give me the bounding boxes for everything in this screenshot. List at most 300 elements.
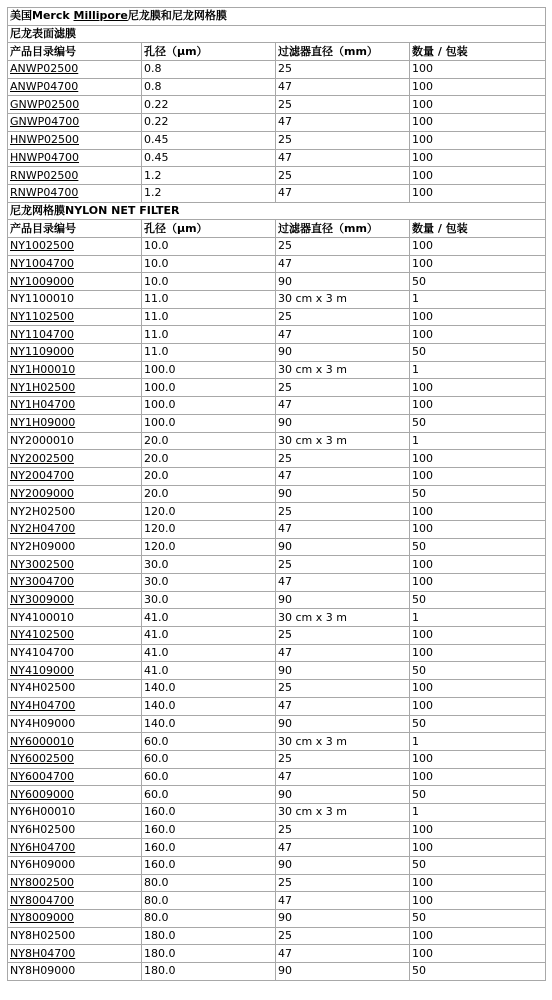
- table-row: [8, 273, 546, 291]
- product-code-cell: [8, 644, 142, 662]
- pore-size-cell: 41.0: [142, 662, 276, 680]
- pore-size-cell: 80.0: [142, 874, 276, 892]
- quantity-cell: 100: [410, 237, 546, 255]
- diameter-cell: 25: [276, 927, 410, 945]
- product-code-cell: [8, 326, 142, 344]
- diameter-cell: 90: [276, 662, 410, 680]
- product-code-cell: [8, 715, 142, 733]
- product-code-cell: [8, 680, 142, 698]
- quantity-cell: 100: [410, 96, 546, 114]
- quantity-cell: 100: [410, 78, 546, 96]
- product-code-link[interactable]: NY1102500: [10, 310, 74, 324]
- pore-size-cell: 0.45: [142, 131, 276, 149]
- product-code-link[interactable]: GNWP04700: [10, 115, 80, 129]
- table-row: [8, 291, 546, 309]
- quantity-cell: 100: [410, 255, 546, 273]
- diameter-cell: 25: [276, 627, 410, 645]
- product-code-link[interactable]: NY1H00010: [10, 363, 76, 377]
- pore-size-cell: 180.0: [142, 945, 276, 963]
- diameter-cell: 25: [276, 96, 410, 114]
- product-code-cell: [8, 538, 142, 556]
- diameter-cell: 25: [276, 308, 410, 326]
- product-code-link[interactable]: NY2009000: [10, 486, 74, 500]
- table-row: [8, 768, 546, 786]
- header-diameter: 过滤器直径（mm）: [276, 43, 410, 61]
- table-row: [8, 361, 546, 379]
- product-code-cell: [8, 308, 142, 326]
- diameter-cell: 47: [276, 697, 410, 715]
- quantity-cell: 50: [410, 662, 546, 680]
- table-row: [8, 184, 546, 202]
- diameter-cell: 25: [276, 503, 410, 521]
- pore-size-cell: 180.0: [142, 927, 276, 945]
- product-code-cell: [8, 574, 142, 592]
- product-code-cell: [8, 149, 142, 167]
- product-code-cell: [8, 273, 142, 291]
- product-code-cell: [8, 591, 142, 609]
- table-row: [8, 803, 546, 821]
- pore-size-cell: 80.0: [142, 892, 276, 910]
- pore-size-cell: 140.0: [142, 715, 276, 733]
- product-code-link[interactable]: NY1009000: [10, 274, 74, 288]
- table-row: [8, 821, 546, 839]
- title-suffix: 尼龙膜和尼龙网格膜: [127, 9, 227, 23]
- table-row: [8, 574, 546, 592]
- quantity-cell: 100: [410, 61, 546, 79]
- section-title-row: [8, 25, 546, 43]
- table-row: [8, 78, 546, 96]
- pore-size-cell: 1.2: [142, 184, 276, 202]
- product-code-link[interactable]: NY3009000: [10, 593, 74, 607]
- product-code: NY4100010: [10, 610, 74, 624]
- diameter-cell: 90: [276, 963, 410, 981]
- pore-size-cell: 20.0: [142, 467, 276, 485]
- pore-size-cell: 140.0: [142, 680, 276, 698]
- pore-size-cell: 20.0: [142, 432, 276, 450]
- diameter-cell: 90: [276, 273, 410, 291]
- pore-size-cell: 0.45: [142, 149, 276, 167]
- product-code: NY6H09000: [10, 858, 76, 872]
- pore-size-cell: 41.0: [142, 644, 276, 662]
- product-code: NY2H02500: [10, 504, 76, 518]
- pore-size-cell: 11.0: [142, 326, 276, 344]
- diameter-cell: 47: [276, 839, 410, 857]
- product-code-cell: [8, 786, 142, 804]
- diameter-cell: 47: [276, 520, 410, 538]
- product-code-cell: [8, 750, 142, 768]
- table-row: [8, 114, 546, 132]
- table-row: [8, 485, 546, 503]
- quantity-cell: 50: [410, 273, 546, 291]
- table-row: [8, 945, 546, 963]
- product-code-link[interactable]: NY6004700: [10, 769, 74, 783]
- product-code-link[interactable]: NY1004700: [10, 256, 74, 270]
- table-row: [8, 237, 546, 255]
- table-row: [8, 963, 546, 981]
- diameter-cell: 90: [276, 910, 410, 928]
- quantity-cell: 100: [410, 927, 546, 945]
- table-row: [8, 627, 546, 645]
- diameter-cell: 47: [276, 114, 410, 132]
- diameter-cell: 47: [276, 78, 410, 96]
- product-code-cell: [8, 361, 142, 379]
- product-code-link[interactable]: NY6009000: [10, 787, 74, 801]
- table-row: [8, 591, 546, 609]
- diameter-cell: 30 cm x 3 m: [276, 361, 410, 379]
- diameter-cell: 25: [276, 167, 410, 185]
- quantity-cell: 1: [410, 361, 546, 379]
- product-code-cell: [8, 467, 142, 485]
- diameter-cell: 30 cm x 3 m: [276, 733, 410, 751]
- diameter-cell: 25: [276, 556, 410, 574]
- product-code-cell: [8, 697, 142, 715]
- quantity-cell: 100: [410, 450, 546, 468]
- product-code-link[interactable]: NY8009000: [10, 911, 74, 925]
- pore-size-cell: 1.2: [142, 167, 276, 185]
- quantity-cell: 1: [410, 609, 546, 627]
- product-code-cell: [8, 609, 142, 627]
- product-code-link[interactable]: NY8002500: [10, 876, 74, 890]
- product-code-link[interactable]: NY4109000: [10, 663, 74, 677]
- table-row: [8, 432, 546, 450]
- product-code-cell: [8, 485, 142, 503]
- product-code-cell: [8, 237, 142, 255]
- table-row: [8, 255, 546, 273]
- diameter-cell: 47: [276, 255, 410, 273]
- pore-size-cell: 10.0: [142, 273, 276, 291]
- quantity-cell: 100: [410, 114, 546, 132]
- quantity-cell: 100: [410, 574, 546, 592]
- product-code-cell: [8, 432, 142, 450]
- diameter-cell: 30 cm x 3 m: [276, 803, 410, 821]
- quantity-cell: 100: [410, 627, 546, 645]
- table-row: [8, 839, 546, 857]
- product-code-link[interactable]: ANWP04700: [10, 80, 79, 94]
- product-table-container: [7, 7, 545, 981]
- table-row: [8, 927, 546, 945]
- diameter-cell: 25: [276, 750, 410, 768]
- product-code-link[interactable]: HNWP02500: [10, 133, 80, 147]
- product-code-cell: [8, 379, 142, 397]
- pore-size-cell: 30.0: [142, 591, 276, 609]
- pore-size-cell: 0.22: [142, 114, 276, 132]
- quantity-cell: 1: [410, 432, 546, 450]
- pore-size-cell: 160.0: [142, 839, 276, 857]
- table-title-row: [8, 8, 546, 26]
- pore-size-cell: 120.0: [142, 520, 276, 538]
- quantity-cell: 50: [410, 857, 546, 875]
- table-title: [8, 8, 546, 26]
- pore-size-cell: 0.8: [142, 78, 276, 96]
- brand-link[interactable]: Millipore: [73, 9, 128, 23]
- product-code: NY1100010: [10, 292, 74, 306]
- pore-size-cell: 160.0: [142, 857, 276, 875]
- product-code-link[interactable]: GNWP02500: [10, 97, 80, 111]
- product-code-link[interactable]: NY1002500: [10, 239, 74, 253]
- product-code-cell: [8, 520, 142, 538]
- product-code-cell: [8, 874, 142, 892]
- product-code-cell: [8, 450, 142, 468]
- quantity-cell: 100: [410, 945, 546, 963]
- diameter-cell: 25: [276, 821, 410, 839]
- table-row: [8, 874, 546, 892]
- diameter-cell: 25: [276, 379, 410, 397]
- quantity-cell: 100: [410, 750, 546, 768]
- table-row: [8, 503, 546, 521]
- diameter-cell: 30 cm x 3 m: [276, 291, 410, 309]
- diameter-cell: 47: [276, 149, 410, 167]
- product-code-cell: [8, 927, 142, 945]
- quantity-cell: 100: [410, 768, 546, 786]
- header-quantity: 数量 / 包装: [410, 220, 546, 238]
- pore-size-cell: 20.0: [142, 485, 276, 503]
- product-code-link[interactable]: NY1H09000: [10, 416, 76, 430]
- diameter-cell: 90: [276, 857, 410, 875]
- product-code-cell: [8, 556, 142, 574]
- product-code-cell: [8, 733, 142, 751]
- table-row: [8, 609, 546, 627]
- pore-size-cell: 10.0: [142, 237, 276, 255]
- quantity-cell: 50: [410, 414, 546, 432]
- table-row: [8, 344, 546, 362]
- quantity-cell: 1: [410, 803, 546, 821]
- product-code-cell: [8, 291, 142, 309]
- pore-size-cell: 11.0: [142, 291, 276, 309]
- pore-size-cell: 180.0: [142, 963, 276, 981]
- product-code-cell: [8, 397, 142, 415]
- product-code-cell: [8, 78, 142, 96]
- diameter-cell: 25: [276, 450, 410, 468]
- diameter-cell: 90: [276, 715, 410, 733]
- pore-size-cell: 100.0: [142, 414, 276, 432]
- diameter-cell: 90: [276, 485, 410, 503]
- diameter-cell: 25: [276, 131, 410, 149]
- quantity-cell: 100: [410, 821, 546, 839]
- table-row: [8, 397, 546, 415]
- product-code: NY4104700: [10, 646, 74, 660]
- quantity-cell: 100: [410, 892, 546, 910]
- product-code-link[interactable]: NY3002500: [10, 557, 74, 571]
- quantity-cell: 50: [410, 591, 546, 609]
- pore-size-cell: 120.0: [142, 503, 276, 521]
- product-code-cell: [8, 414, 142, 432]
- table-row: [8, 857, 546, 875]
- product-code-link[interactable]: NY1109000: [10, 345, 74, 359]
- product-code-link[interactable]: RNWP04700: [10, 186, 79, 200]
- table-row: [8, 662, 546, 680]
- product-code-cell: [8, 857, 142, 875]
- table-row: [8, 697, 546, 715]
- diameter-cell: 47: [276, 326, 410, 344]
- product-code-link[interactable]: NY2002500: [10, 451, 74, 465]
- quantity-cell: 50: [410, 786, 546, 804]
- quantity-cell: 100: [410, 644, 546, 662]
- table-row: [8, 467, 546, 485]
- pore-size-cell: 80.0: [142, 910, 276, 928]
- product-code-link[interactable]: NY1H02500: [10, 380, 76, 394]
- diameter-cell: 30 cm x 3 m: [276, 609, 410, 627]
- pore-size-cell: 11.0: [142, 344, 276, 362]
- product-code-cell: [8, 96, 142, 114]
- pore-size-cell: 160.0: [142, 821, 276, 839]
- table-row: [8, 414, 546, 432]
- product-code-cell: [8, 963, 142, 981]
- diameter-cell: 30 cm x 3 m: [276, 432, 410, 450]
- diameter-cell: 25: [276, 61, 410, 79]
- table-row: [8, 786, 546, 804]
- product-code-link[interactable]: NY1H04700: [10, 398, 76, 412]
- product-code-link[interactable]: NY8004700: [10, 893, 74, 907]
- product-code-link[interactable]: NY6000010: [10, 734, 74, 748]
- diameter-cell: 90: [276, 344, 410, 362]
- quantity-cell: 100: [410, 680, 546, 698]
- quantity-cell: 100: [410, 556, 546, 574]
- product-code-link[interactable]: NY4H04700: [10, 699, 76, 713]
- quantity-cell: 50: [410, 715, 546, 733]
- header-pore: 孔径（μm）: [142, 43, 276, 61]
- product-code-cell: [8, 945, 142, 963]
- table-row: [8, 520, 546, 538]
- product-code: NY8H09000: [10, 964, 76, 978]
- product-code-cell: [8, 768, 142, 786]
- product-code-link[interactable]: NY1104700: [10, 327, 74, 341]
- table-row: [8, 644, 546, 662]
- table-row: [8, 131, 546, 149]
- section-title: 尼龙表面滤膜: [8, 25, 546, 43]
- product-code-link[interactable]: NY6002500: [10, 752, 74, 766]
- pore-size-cell: 30.0: [142, 556, 276, 574]
- product-code-cell: [8, 131, 142, 149]
- quantity-cell: 50: [410, 485, 546, 503]
- pore-size-cell: 30.0: [142, 574, 276, 592]
- pore-size-cell: 0.8: [142, 61, 276, 79]
- header-pore: 孔径（μm）: [142, 220, 276, 238]
- product-code-link[interactable]: ANWP02500: [10, 62, 79, 76]
- table-row: [8, 61, 546, 79]
- table-row: [8, 680, 546, 698]
- pore-size-cell: 120.0: [142, 538, 276, 556]
- product-code-cell: [8, 61, 142, 79]
- product-code-link[interactable]: HNWP04700: [10, 150, 80, 164]
- diameter-cell: 90: [276, 538, 410, 556]
- pore-size-cell: 160.0: [142, 803, 276, 821]
- product-code-link[interactable]: NY3004700: [10, 575, 74, 589]
- table-row: [8, 308, 546, 326]
- product-code-link[interactable]: NY2004700: [10, 469, 74, 483]
- diameter-cell: 47: [276, 945, 410, 963]
- diameter-cell: 25: [276, 237, 410, 255]
- quantity-cell: 100: [410, 326, 546, 344]
- quantity-cell: 1: [410, 291, 546, 309]
- table-row: [8, 326, 546, 344]
- pore-size-cell: 10.0: [142, 255, 276, 273]
- pore-size-cell: 100.0: [142, 397, 276, 415]
- diameter-cell: 47: [276, 397, 410, 415]
- table-row: [8, 379, 546, 397]
- quantity-cell: 100: [410, 308, 546, 326]
- quantity-cell: 50: [410, 344, 546, 362]
- quantity-cell: 100: [410, 520, 546, 538]
- pore-size-cell: 20.0: [142, 450, 276, 468]
- pore-size-cell: 0.22: [142, 96, 276, 114]
- product-code: NY2H09000: [10, 539, 76, 553]
- product-code-cell: [8, 184, 142, 202]
- product-table: [7, 7, 546, 981]
- pore-size-cell: 60.0: [142, 750, 276, 768]
- product-code-cell: [8, 662, 142, 680]
- product-code-link[interactable]: NY4102500: [10, 628, 74, 642]
- pore-size-cell: 100.0: [142, 361, 276, 379]
- pore-size-cell: 100.0: [142, 379, 276, 397]
- product-code-cell: [8, 892, 142, 910]
- quantity-cell: 100: [410, 397, 546, 415]
- product-code: NY6H00010: [10, 805, 76, 819]
- product-code-cell: [8, 255, 142, 273]
- quantity-cell: 100: [410, 697, 546, 715]
- product-code-cell: [8, 910, 142, 928]
- product-code-cell: [8, 821, 142, 839]
- title-prefix: 美国Merck: [10, 9, 74, 23]
- product-code-link[interactable]: NY8H04700: [10, 946, 76, 960]
- header-row: [8, 220, 546, 238]
- diameter-cell: 47: [276, 574, 410, 592]
- pore-size-cell: 60.0: [142, 733, 276, 751]
- quantity-cell: 50: [410, 910, 546, 928]
- quantity-cell: 100: [410, 184, 546, 202]
- quantity-cell: 100: [410, 379, 546, 397]
- product-code-link[interactable]: NY2H04700: [10, 522, 76, 536]
- diameter-cell: 47: [276, 768, 410, 786]
- quantity-cell: 100: [410, 467, 546, 485]
- product-table-body: [8, 8, 546, 981]
- product-code-cell: [8, 839, 142, 857]
- diameter-cell: 25: [276, 874, 410, 892]
- table-row: [8, 538, 546, 556]
- pore-size-cell: 41.0: [142, 609, 276, 627]
- product-code-link[interactable]: RNWP02500: [10, 168, 79, 182]
- table-row: [8, 750, 546, 768]
- product-code: NY2000010: [10, 433, 74, 447]
- section-title: 尼龙网格膜NYLON NET FILTER: [8, 202, 546, 220]
- table-row: [8, 733, 546, 751]
- product-code-cell: [8, 114, 142, 132]
- table-row: [8, 149, 546, 167]
- product-code: NY4H02500: [10, 681, 76, 695]
- quantity-cell: 50: [410, 538, 546, 556]
- header-code: 产品目录编号: [8, 220, 142, 238]
- product-code-cell: [8, 167, 142, 185]
- product-code-cell: [8, 803, 142, 821]
- product-code-link[interactable]: NY6H04700: [10, 840, 76, 854]
- quantity-cell: 100: [410, 131, 546, 149]
- quantity-cell: 100: [410, 503, 546, 521]
- table-row: [8, 167, 546, 185]
- pore-size-cell: 11.0: [142, 308, 276, 326]
- product-code-cell: [8, 503, 142, 521]
- diameter-cell: 90: [276, 414, 410, 432]
- diameter-cell: 90: [276, 591, 410, 609]
- product-code: NY4H09000: [10, 716, 76, 730]
- table-row: [8, 556, 546, 574]
- quantity-cell: 100: [410, 874, 546, 892]
- header-row: [8, 43, 546, 61]
- product-code-cell: [8, 627, 142, 645]
- quantity-cell: 1: [410, 733, 546, 751]
- diameter-cell: 90: [276, 786, 410, 804]
- table-row: [8, 892, 546, 910]
- header-code: 产品目录编号: [8, 43, 142, 61]
- diameter-cell: 47: [276, 467, 410, 485]
